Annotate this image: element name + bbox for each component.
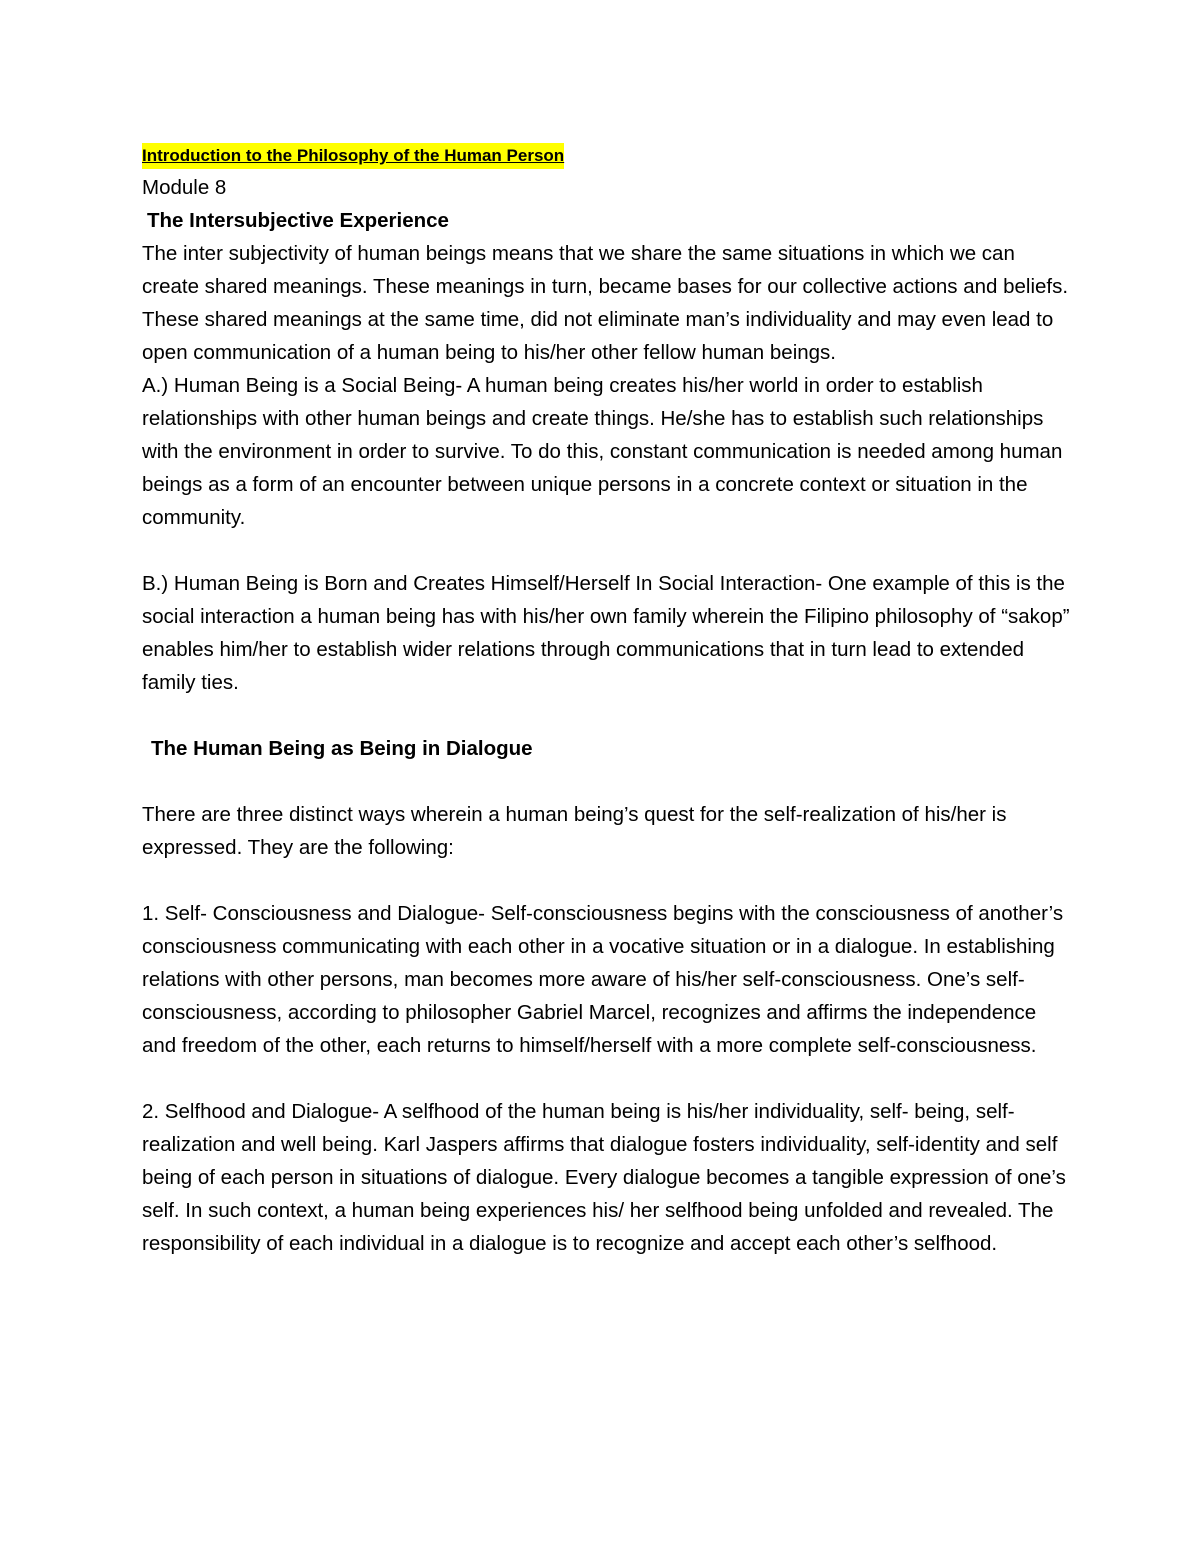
spacer <box>142 534 1072 567</box>
section-heading-dialogue: The Human Being as Being in Dialogue <box>151 737 533 760</box>
spacer <box>142 765 1072 798</box>
module-label: Module 8 <box>142 176 227 199</box>
spacer <box>142 699 1072 732</box>
ways-intro-paragraph: There are three distinct ways wherein a human being’s quest for the self-realization of his/her is expressed. They are the following: <box>142 803 1007 859</box>
spacer <box>142 864 1072 897</box>
spacer <box>142 1062 1072 1095</box>
course-title: Introduction to the Philosophy of the Human Person <box>142 143 564 169</box>
item-1-paragraph: 1. Self- Consciousness and Dialogue- Self-consciousness begins with the consciousness of another’s consciousness communicating with each other in a vocative situation or in a dialogue. In establishing relations with other persons, man becomes more aware of his/her self-consciousness. One’s self-consciousness, according to philosopher Gabriel Marcel, recognizes and affirms the independence and freedom of the other, each returns to himself/herself with a more complete self-consciousness. <box>142 902 1064 1057</box>
intro-paragraph: The inter subjectivity of human beings means that we share the same situations in which we can create shared meanings. These meanings in turn, became bases for our collective actions and beliefs. These shared meanings at the same time, did not eliminate man’s individuality and may even lead to open communication of a human being to his/her other fellow human beings. <box>142 242 1069 364</box>
point-b-paragraph: B.) Human Being is Born and Creates Himself/Herself In Social Interaction- One example of this is the social interaction a human being has with his/her own family wherein the Filipino philosophy of “sakop” enables him/her to establish wider relations through communications that in turn lead to extended family ties. <box>142 572 1070 694</box>
document-page <box>142 138 1072 1260</box>
item-2-paragraph: 2. Selfhood and Dialogue- A selfhood of the human being is his/her individuality, self- being, self-realization and well being. Karl Jaspers affirms that dialogue fosters individuality, self-identity and self being of each person in situations of dialogue. Every dialogue becomes a tangible expression of one’s self. In such context, a human being experiences his/ her selfhood being unfolded and revealed. The responsibility of each individual in a dialogue is to recognize and accept each other’s selfhood. <box>142 1100 1066 1255</box>
section-heading-intersubjective: The Intersubjective Experience <box>147 209 449 232</box>
point-a-paragraph: A.) Human Being is a Social Being- A human being creates his/her world in order to establish relationships with other human beings and create things. He/she has to establish such relationships with the environment in order to survive. To do this, constant communication is needed among human beings as a form of an encounter between unique persons in a concrete context or situation in the community. <box>142 374 1063 529</box>
